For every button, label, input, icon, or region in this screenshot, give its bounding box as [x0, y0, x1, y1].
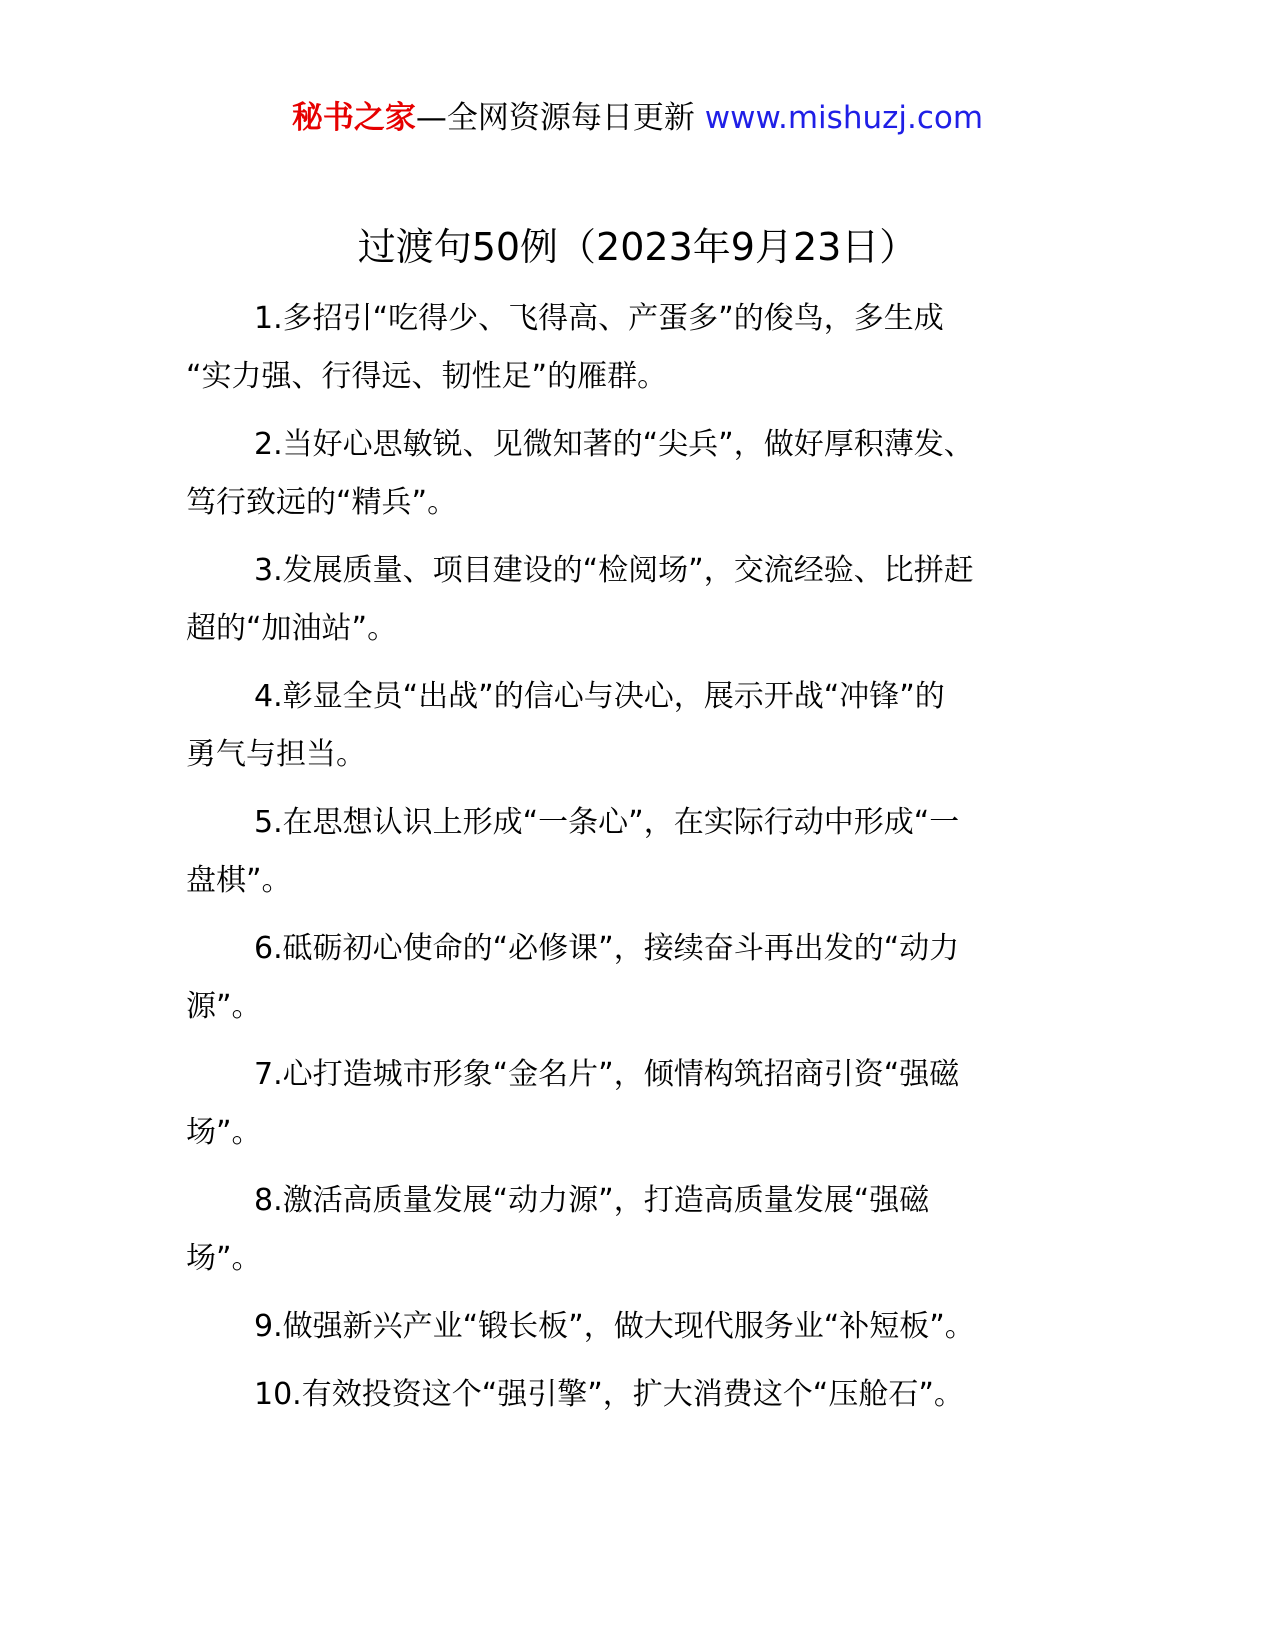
item-line-1: 10.有效投资这个“强引擎”，扩大消费这个“压舱石”。	[254, 1377, 964, 1412]
item-line-1: 3.发展质量、项目建设的“检阅场”，交流经验、比拼赶	[254, 553, 974, 588]
item-line-1: 2.当好心思敏锐、见微知著的“尖兵”，做好厚积薄发、	[254, 427, 974, 462]
item-line-1: 7.心打造城市形象“金名片”，倾情构筑招商引资“强磁	[254, 1057, 960, 1092]
item-line-1: 9.做强新兴产业“锻长板”，做大现代服务业“补短板”。	[254, 1309, 975, 1344]
brand-name: 秘书之家	[291, 100, 416, 136]
list-item-2	[186, 416, 1094, 532]
item-line-2: “实力强、行得远、韧性足”的雁群。	[186, 359, 668, 394]
list-item-3	[186, 542, 1094, 658]
site-header	[0, 98, 1275, 138]
item-line-2: 场”。	[186, 1241, 262, 1276]
item-line-2: 盘棋”。	[186, 863, 292, 898]
header-tagline: —全网资源每日更新	[415, 100, 695, 136]
list-item-4	[186, 668, 1094, 784]
item-line-1: 8.激活高质量发展“动力源”，打造高质量发展“强磁	[254, 1183, 930, 1218]
item-line-2: 源”。	[186, 989, 262, 1024]
item-line-2: 笃行致远的“精兵”。	[186, 485, 458, 520]
item-line-2: 场”。	[186, 1115, 262, 1150]
item-line-1: 5.在思想认识上形成“一条心”，在实际行动中形成“一	[254, 805, 960, 840]
list-item-8	[186, 1172, 1094, 1288]
list-item-1	[186, 290, 1094, 406]
item-line-2: 超的“加油站”。	[186, 611, 398, 646]
document-title: 过渡句50例（2023年9月23日）	[357, 225, 918, 269]
item-line-1: 1.多招引“吃得少、飞得高、产蛋多”的俊鸟，多生成	[254, 301, 944, 336]
item-line-1: 4.彰显全员“出战”的信心与决心，展示开战“冲锋”的	[254, 679, 945, 714]
document-body	[186, 290, 1094, 1434]
list-item-6	[186, 920, 1094, 1036]
site-url-link[interactable]: www.mishuzj.com	[704, 100, 984, 136]
item-line-2: 勇气与担当。	[186, 737, 366, 772]
list-item-7	[186, 1046, 1094, 1162]
list-item-5	[186, 794, 1094, 910]
list-item-10	[186, 1366, 1094, 1424]
list-item-9	[186, 1298, 1094, 1356]
item-line-1: 6.砥砺初心使命的“必修课”，接续奋斗再出发的“动力	[254, 931, 960, 966]
